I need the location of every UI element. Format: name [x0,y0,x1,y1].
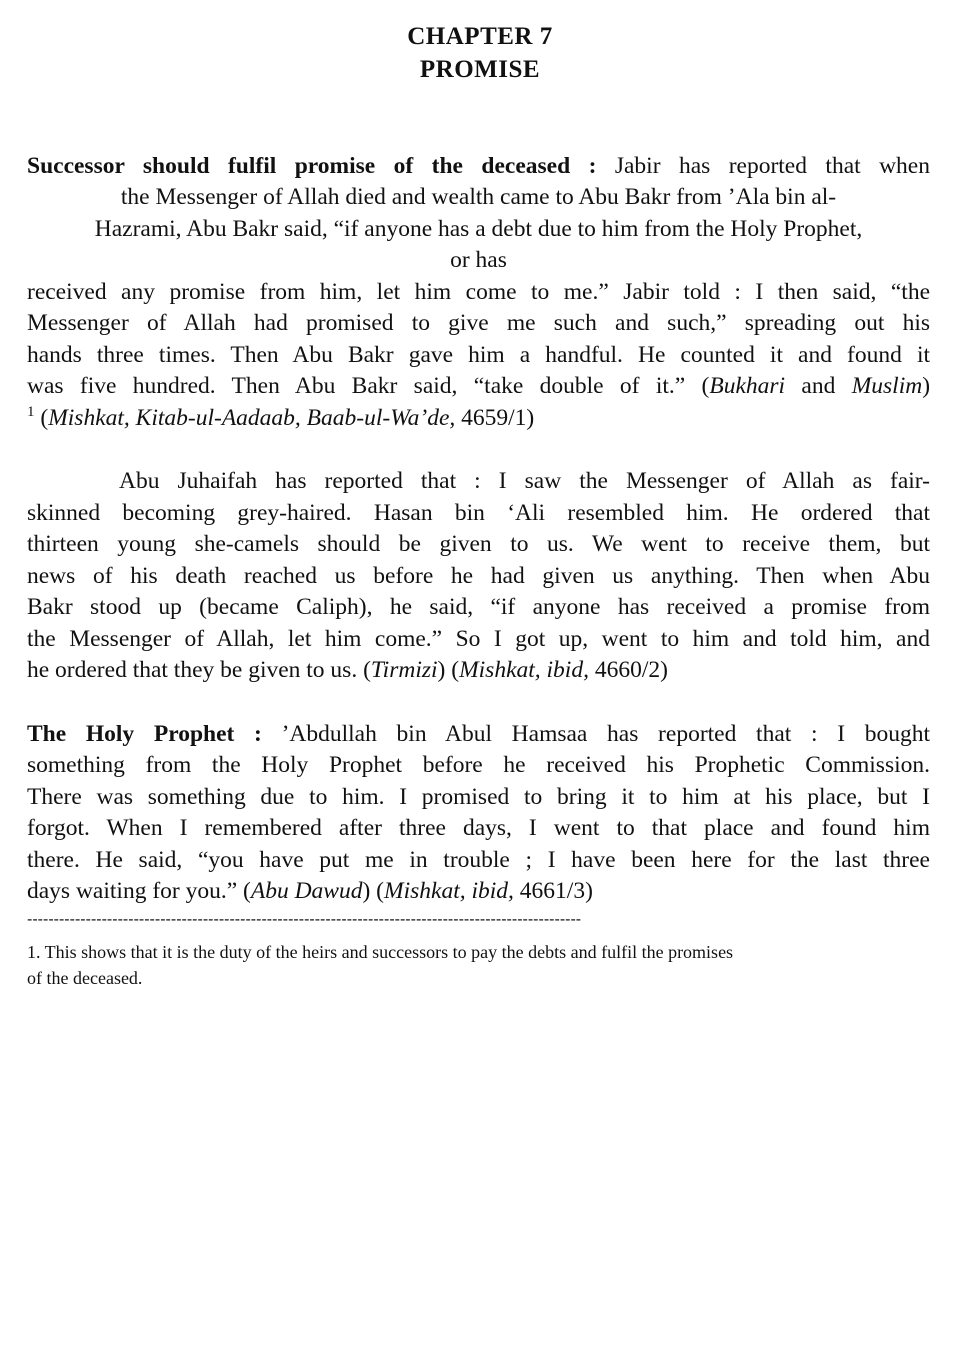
paragraph-line: the Messenger of Allah died and wealth came to Abu Bakr from ’Ala bin al- [120,184,837,210]
paragraph-line: he ordered that they be given to us. (Tirmizi) (Mishkat, ibid, 4660/2) [27,657,668,683]
paragraph-line: There was something due to him. I promised to bring it to him at his place, but I [27,784,930,810]
footnote-line: of the deceased. [27,968,143,988]
paragraph-line: Abu Juhaifah has reported that : I saw the Messenger of Allah as fair- [119,468,930,494]
citation-source: Tirmizi [370,657,438,683]
paragraph-line: or has [450,247,507,273]
citation-source: Bukhari [709,373,786,399]
paragraph-line: Hazrami, Abu Bakr said, “if anyone has a debt due to him from the Holy Prophet, [94,216,863,242]
paragraph-line: Messenger of Allah had promised to give me such and such,” spreading out his [27,310,930,336]
paragraph-line: forgot. When I remembered after three days, I went to that place and found him [27,815,930,841]
footnote-marker: 1 [27,404,35,420]
citation-source: Abu Dawud [250,878,363,904]
paragraph-line: the Messenger of Allah, let him come.” So I got up, went to him and told him, and [27,626,930,652]
paragraph-line: something from the Holy Prophet before he received his Prophetic Commission. [27,752,930,778]
chapter-number: CHAPTER 7 [407,23,553,50]
paragraph-line: Successor should fulfil promise of the deceased : Jabir has reported that when [27,153,930,179]
paragraph-line: skinned becoming grey-haired. Hasan bin ‘Ali resembled him. He ordered that [27,500,930,526]
citation-reference: Mishkat, ibid, [384,878,514,904]
paragraph-line: Bakr stood up (became Caliph), he said, “if anyone has received a promise from [27,594,930,620]
citation-reference: Mishkat, ibid, [459,657,589,683]
paragraph-line: news of his death reached us before he had given us anything. Then when Abu [27,563,930,589]
paragraph-line: there. He said, “you have put me in trouble ; I have been here for the last three [27,847,930,873]
citation-source: Muslim [851,373,923,399]
section-heading: The Holy Prophet : [27,721,262,747]
footnote-line: 1. This shows that it is the duty of the heirs and successors to pay the debts and fulfil the promises [27,942,734,962]
section-heading: Successor should fulfil promise of the deceased : [27,153,597,179]
citation-reference: Mishkat, Kitab-ul-Aadaab, Baab-ul-Wa’de, [48,405,456,431]
paragraph-line: thirteen young she-camels should be given to us. We went to receive them, but [27,531,930,557]
chapter-title: PROMISE [419,56,541,83]
footnote-separator: -------------------------------------------------------------------------------------------------------- [27,911,582,928]
paragraph-line: $^1$ (Mishkat, Kitab-ul-Aadaab, Baab-ul-Wa’de, 4659/1) [27,404,535,431]
paragraph-line: received any promise from him, let him come to me.” Jabir told : I then said, “the [27,279,930,305]
paragraph-line: days waiting for you.” (Abu Dawud) (Mishkat, ibid, 4661/3) [27,878,593,904]
paragraph-line: was five hundred. Then Abu Bakr said, “take double of it.” (Bukhari and Muslim) [27,373,931,399]
paragraph-line: hands three times. Then Abu Bakr gave him a handful. He counted it and found it [27,342,930,368]
paragraph-line: The Holy Prophet : ’Abdullah bin Abul Hamsaa has reported that : I bought [27,721,930,747]
